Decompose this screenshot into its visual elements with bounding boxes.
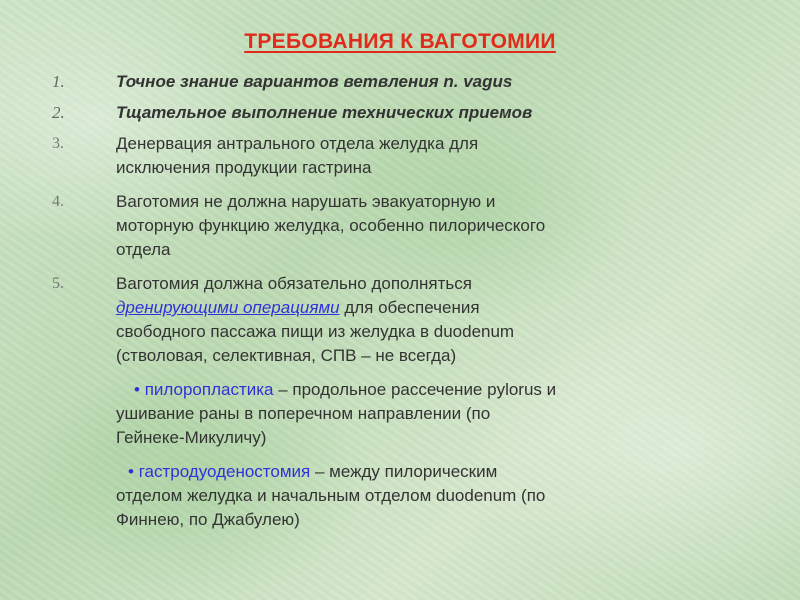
item-line: Ваготомия не должна нарушать эвакуаторную и bbox=[116, 192, 496, 211]
sub-text: – продольное рассечение pylorus и bbox=[273, 380, 557, 399]
item-line: Ваготомия должна обязательно дополняться bbox=[116, 274, 472, 293]
item-line: Денервация антрального отдела желудка для bbox=[116, 134, 479, 153]
term-gastroduodenostomy: гастродуоденостомия bbox=[138, 462, 311, 481]
drainage-operations-link[interactable]: дренирующими операциями bbox=[116, 298, 340, 317]
slide-title: ТРЕБОВАНИЯ К ВАГОТОМИИ bbox=[244, 30, 556, 53]
list-item bbox=[52, 70, 702, 94]
sub-item-gastroduodenostomy bbox=[116, 460, 702, 532]
item-number: 2. bbox=[52, 103, 65, 122]
item-text: Точное знание вариантов ветвления n. vagus bbox=[116, 72, 513, 91]
item-line: свободного пассажа пищи из желудка в duodenum bbox=[116, 322, 515, 341]
item-line: исключения продукции гастрина bbox=[116, 158, 372, 177]
list-item bbox=[52, 132, 702, 180]
sub-line bbox=[116, 460, 702, 484]
item-line: отдела bbox=[116, 240, 171, 259]
sub-line: ушивание раны в поперечном направлении (по bbox=[116, 404, 491, 423]
item-number: 4. bbox=[52, 193, 64, 210]
list-item bbox=[52, 190, 702, 262]
item-line: моторную функцию желудка, особенно пилорического bbox=[116, 216, 546, 235]
bullet-icon: • bbox=[134, 380, 140, 399]
item-number: 3. bbox=[52, 135, 64, 152]
sub-line: Гейнеке-Микуличу) bbox=[116, 428, 267, 447]
item-text: для обеспечения bbox=[339, 298, 480, 317]
sub-line: Финнею, по Джабулею) bbox=[116, 510, 300, 529]
item-line: (стволовая, селективная, СПВ – не всегда) bbox=[116, 346, 457, 365]
bullet-icon: • bbox=[128, 462, 134, 481]
sub-line bbox=[116, 378, 702, 402]
sub-text: – между пилорическим bbox=[310, 462, 498, 481]
item-number: 5. bbox=[52, 275, 64, 292]
sub-line: отделом желудка и начальным отделом duodenum (по bbox=[116, 486, 546, 505]
list-item bbox=[52, 272, 702, 368]
sub-item-pyloroplasty bbox=[116, 378, 702, 450]
requirements-list bbox=[52, 70, 702, 532]
term-pyloroplasty: пилоропластика bbox=[144, 380, 274, 399]
item-text: Тщательное выполнение технических приемов bbox=[116, 103, 533, 122]
item-line bbox=[116, 296, 702, 320]
item-number: 1. bbox=[52, 72, 65, 91]
list-item bbox=[52, 101, 702, 125]
